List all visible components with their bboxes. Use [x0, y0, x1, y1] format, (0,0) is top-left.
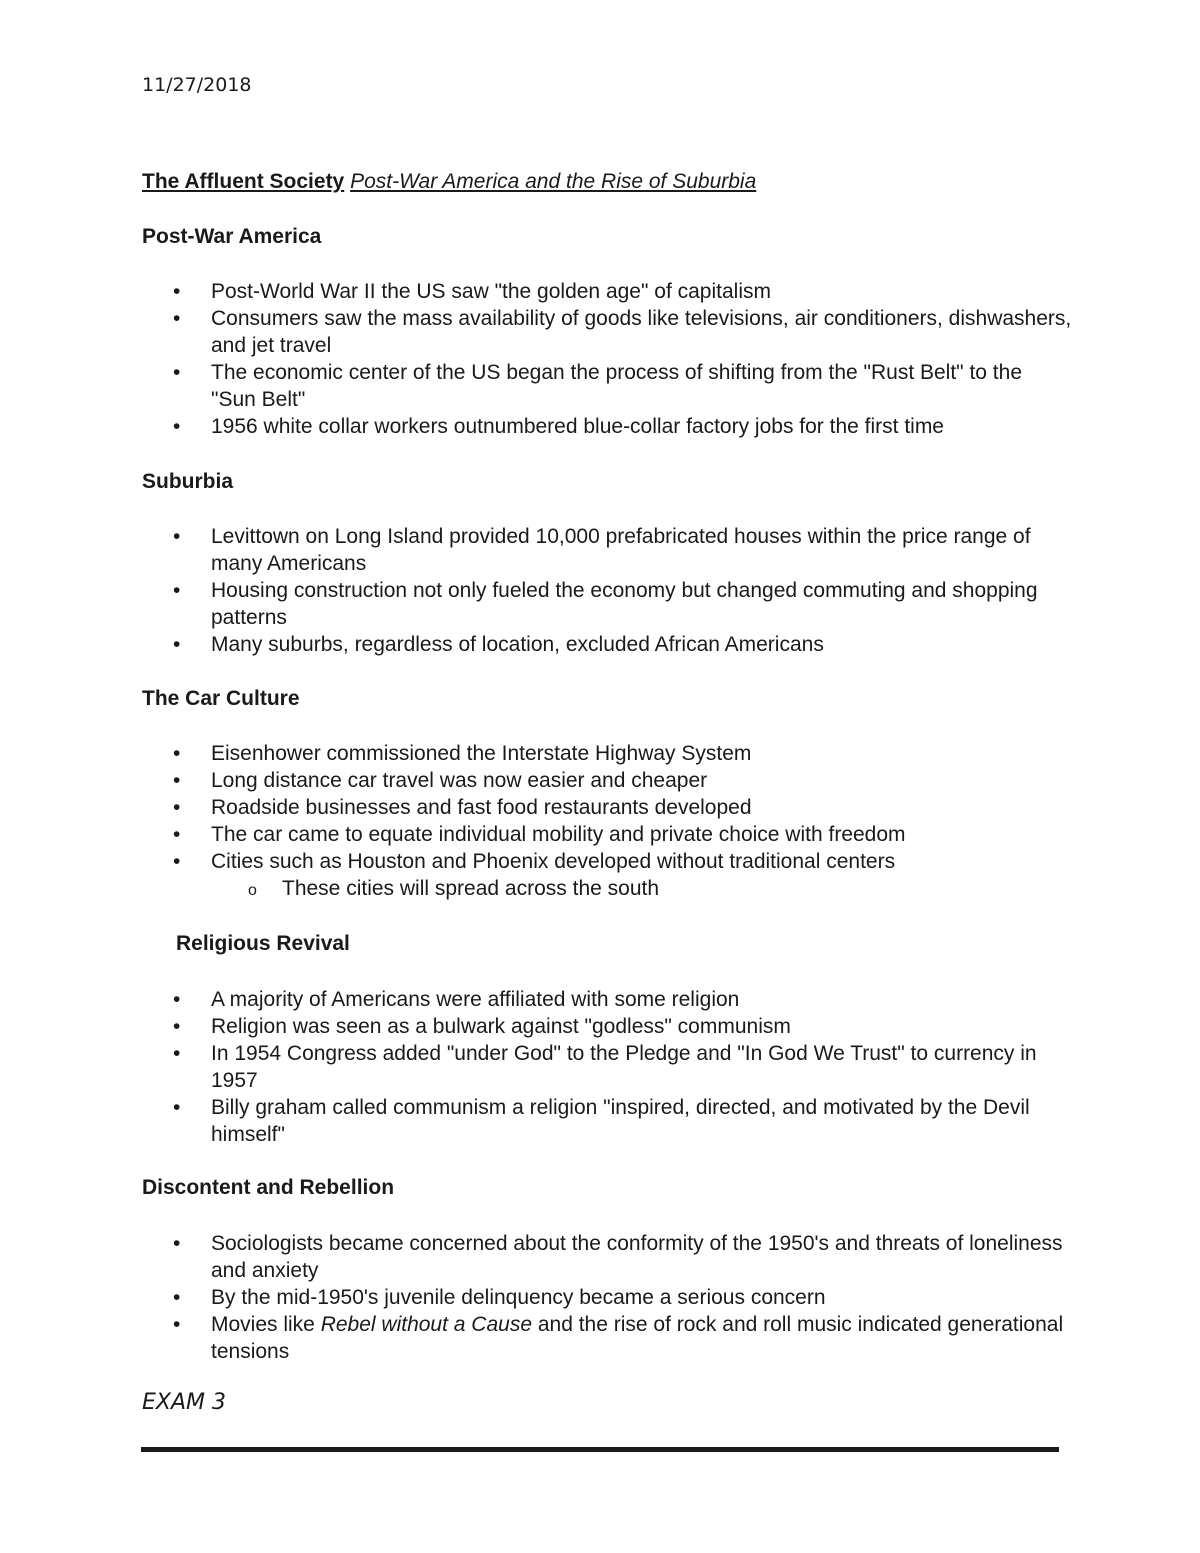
list-item: • Religion was seen as a bulwark against "godless" communism — [142, 1013, 1072, 1040]
heading-car-culture: The Car Culture — [142, 687, 300, 710]
heading-suburbia: Suburbia — [142, 470, 234, 493]
list-item: • Consumers saw the mass availability of goods like televisions, air conditioners, dishwashers, and jet travel — [142, 305, 1072, 359]
movies-suffix: and the rise of rock and roll music indicated generational tensions — [211, 1313, 1064, 1363]
heading-religious-revival: Religious Revival — [176, 932, 350, 955]
list-suburbia — [142, 523, 1072, 658]
list-item — [142, 1311, 1072, 1365]
list-item: • Long distance car travel was now easier and cheaper — [142, 767, 1072, 794]
list-item: • Levittown on Long Island provided 10,000 prefabricated houses within the price range of many Americans — [142, 523, 1072, 577]
list-religious-revival — [142, 986, 1072, 1148]
list-item: • Sociologists became concerned about the conformity of the 1950's and threats of loneliness and anxiety — [142, 1230, 1072, 1284]
footer-label: EXAM 3 — [142, 1390, 226, 1415]
list-item: • Housing construction not only fueled the economy but changed commuting and shopping patterns — [142, 577, 1072, 631]
list-car-culture — [142, 740, 1072, 902]
list-item: • By the mid-1950's juvenile delinquency became a serious concern — [142, 1284, 1072, 1311]
list-post-war-america — [142, 278, 1072, 440]
list-item: • Eisenhower commissioned the Interstate Highway System — [142, 740, 1072, 767]
list-item: • The car came to equate individual mobility and private choice with freedom — [142, 821, 1072, 848]
list-item-text: Cities such as Houston and Phoenix developed without traditional centers — [211, 850, 896, 873]
list-item: • A majority of Americans were affiliated with some religion — [142, 986, 1072, 1013]
document-title — [142, 170, 756, 194]
heading-post-war-america: Post-War America — [142, 225, 322, 248]
list-item: • Many suburbs, regardless of location, excluded African Americans — [142, 631, 1072, 658]
list-item: • Billy graham called communism a religion "inspired, directed, and motivated by the Devil himself" — [142, 1094, 1072, 1148]
document-date: 11/27/2018 — [142, 74, 252, 96]
movies-prefix: Movies like — [211, 1313, 321, 1336]
title-main: The Affluent Society — [142, 170, 345, 193]
sublist-item: o These cities will spread across the south — [211, 875, 1072, 902]
list-item: • 1956 white collar workers outnumbered blue-collar factory jobs for the first time — [142, 413, 1072, 440]
sublist-car-culture — [211, 875, 1072, 902]
film-title: Rebel without a Cause — [320, 1313, 532, 1336]
list-item — [142, 848, 1072, 902]
heading-discontent-rebellion: Discontent and Rebellion — [142, 1176, 395, 1199]
list-item: • Roadside businesses and fast food restaurants developed — [142, 794, 1072, 821]
list-item: • The economic center of the US began the process of shifting from the "Rust Belt" to the "Sun Belt" — [142, 359, 1072, 413]
footer-divider — [141, 1447, 1059, 1452]
list-item: • Post-World War II the US saw "the golden age" of capitalism — [142, 278, 1072, 305]
list-item: • In 1954 Congress added "under God" to the Pledge and "In God We Trust" to currency in 1957 — [142, 1040, 1072, 1094]
list-discontent-rebellion — [142, 1230, 1072, 1365]
title-subtitle: Post-War America and the Rise of Suburbia — [350, 170, 757, 193]
